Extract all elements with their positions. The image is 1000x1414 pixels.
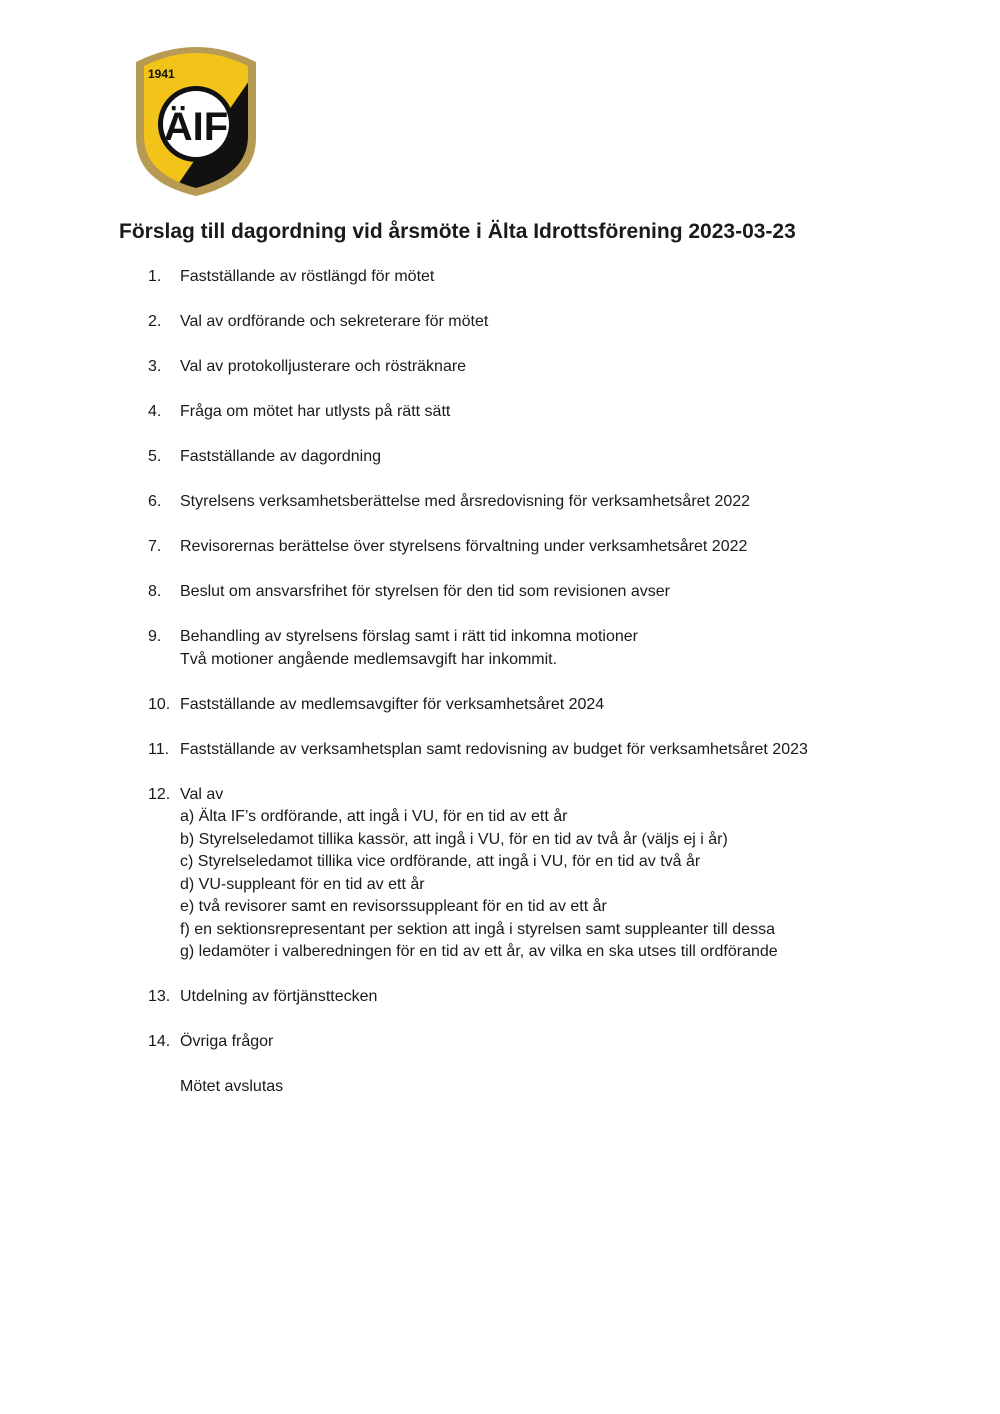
agenda-subitem: a) Älta IF’s ordförande, att ingå i VU, för en tid av ett år: [180, 808, 568, 825]
agenda-item: [148, 311, 908, 334]
agenda-number: 7.: [148, 538, 162, 555]
agenda-number: 5.: [148, 448, 162, 465]
agenda-subitem: d) VU-suppleant för en tid av ett år: [180, 875, 425, 893]
agenda-item: [148, 266, 908, 289]
agenda-text: Fastställande av dagordning: [180, 448, 382, 465]
agenda-number: 9.: [148, 628, 162, 645]
agenda-text: Val av ordförande och sekreterare för mötet: [180, 313, 489, 330]
page-title: Förslag till dagordning vid årsmöte i Älta Idrottsförening 2023-03-23: [119, 220, 796, 243]
agenda-item: [148, 356, 908, 379]
agenda-list: [148, 266, 908, 1099]
logo-year: 1941: [148, 67, 175, 81]
logo-letters: ÄIF: [163, 105, 229, 149]
agenda-text: Fråga om mötet har utlysts på rätt sätt: [180, 403, 451, 420]
agenda-item: [148, 1031, 908, 1054]
agenda-item: [148, 446, 908, 469]
club-logo: [130, 42, 262, 196]
agenda-text: Revisorernas berättelse över styrelsens förvaltning under verksamhetsåret 2022: [180, 538, 748, 555]
agenda-item: [148, 694, 908, 717]
agenda-number: 13.: [148, 988, 171, 1005]
agenda-item: [148, 401, 908, 424]
agenda-text: Fastställande av medlemsavgifter för verksamhetsåret 2024: [180, 695, 605, 713]
agenda-number: 2.: [148, 313, 162, 330]
agenda-number: 1.: [148, 268, 162, 285]
agenda-number: 4.: [148, 403, 162, 420]
agenda-item: [148, 784, 908, 964]
agenda-text: Val av: [180, 785, 224, 803]
agenda-number: 3.: [148, 358, 162, 375]
agenda-number: 11.: [148, 740, 170, 758]
agenda-item: [148, 581, 908, 604]
agenda-subitem: b) Styrelseledamot tillika kassör, att ingå i VU, för en tid av två år (väljs ej i år): [180, 830, 728, 848]
agenda-subitem: g) ledamöter i valberedningen för en tid av ett år, av vilka en ska utses till ordförande: [180, 943, 778, 960]
agenda-item: [148, 536, 908, 559]
agenda-item: [148, 986, 908, 1009]
agenda-number: 8.: [148, 583, 162, 600]
agenda-text: Behandling av styrelsens förslag samt i rätt tid inkomna motioner: [180, 628, 638, 645]
agenda-text: Fastställande av verksamhetsplan samt redovisning av budget för verksamhetsåret 2023: [180, 740, 808, 758]
closing-text: Mötet avslutas: [180, 1078, 284, 1095]
agenda-subitem: e) två revisorer samt en revisorssuppleant för en tid av ett år: [180, 898, 607, 915]
agenda-subitem: c) Styrelseledamot tillika vice ordförande, att ingå i VU, för en tid av två år: [180, 853, 701, 870]
agenda-number: 10.: [148, 695, 171, 713]
agenda-item: [148, 626, 908, 671]
agenda-text: Styrelsens verksamhetsberättelse med årsredovisning för verksamhetsåret 2022: [180, 493, 751, 510]
agenda-number: 12.: [148, 785, 171, 803]
agenda-number: 14.: [148, 1033, 171, 1050]
agenda-text: Övriga frågor: [180, 1033, 274, 1050]
agenda-number: 6.: [148, 493, 162, 510]
agenda-text: Utdelning av förtjänsttecken: [180, 988, 378, 1005]
agenda-item: [148, 491, 908, 514]
agenda-text: Beslut om ansvarsfrihet för styrelsen för den tid som revisionen avser: [180, 583, 670, 600]
club-crest-icon: [130, 42, 262, 196]
agenda-item: [148, 739, 908, 762]
agenda-subitem: f) en sektionsrepresentant per sektion att ingå i styrelsen samt suppleanter till dessa: [180, 920, 775, 938]
agenda-note: Två motioner angående medlemsavgift har inkommit.: [180, 650, 558, 668]
agenda-text: Fastställande av röstlängd för mötet: [180, 268, 435, 285]
agenda-text: Val av protokolljusterare och rösträknare: [180, 358, 467, 375]
